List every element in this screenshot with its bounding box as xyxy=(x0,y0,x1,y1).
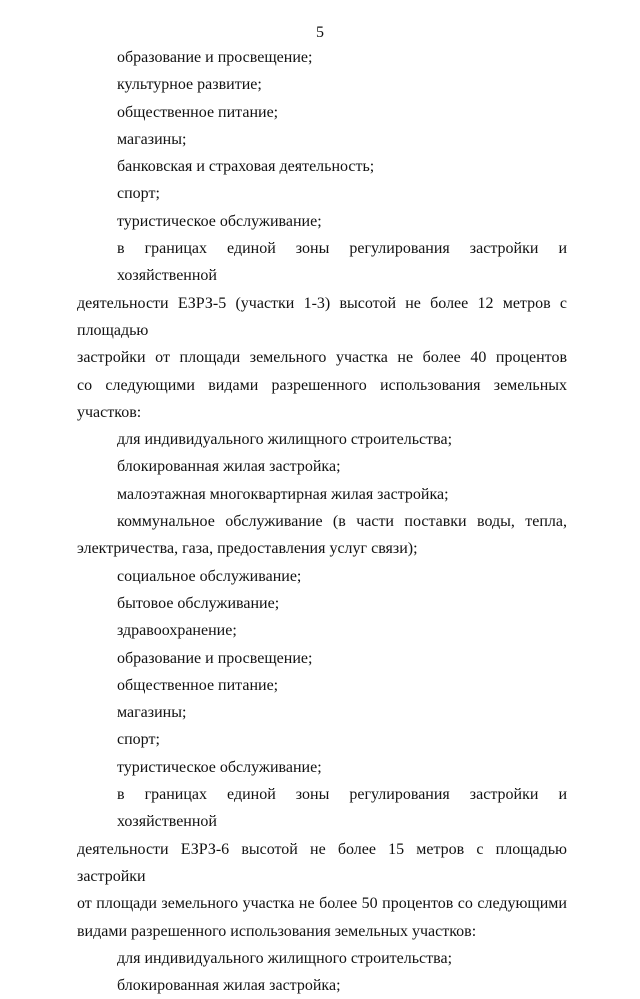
list-item: культурное развитие; xyxy=(117,76,262,94)
list-item: образование и просвещение; xyxy=(117,49,313,66)
document-body xyxy=(77,44,567,999)
paragraph-line: деятельности ЕЗРЗ-5 (участки 1-3) высотой не более 12 метров с площадью xyxy=(77,294,567,339)
paragraph-line: видами разрешенного использования земельных участков: xyxy=(77,922,477,940)
list-item: общественное питание; xyxy=(117,103,279,121)
paragraph-line: в границах единой зоны регулирования застройки и хозяйственной xyxy=(117,786,567,831)
list-item: социальное обслуживание; xyxy=(117,567,302,585)
list-item: спорт; xyxy=(117,185,160,203)
paragraph-line: коммунальное обслуживание (в части поставки воды, тепла, xyxy=(117,513,567,531)
paragraph-line: электричества, газа, предоставления услуг связи); xyxy=(77,540,418,558)
paragraph-line: в границах единой зоны регулирования застройки и хозяйственной xyxy=(117,240,567,285)
list-item: для индивидуального жилищного строительства; xyxy=(117,949,453,967)
list-item: малоэтажная многоквартирная жилая застройка; xyxy=(117,485,449,503)
list-item: спорт; xyxy=(117,731,160,749)
page-number: 5 xyxy=(316,24,324,41)
paragraph-line: от площади земельного участка не более 50 процентов со следующими xyxy=(77,895,567,913)
list-item: магазины; xyxy=(117,704,187,722)
paragraph-line: деятельности ЕЗРЗ-6 высотой не более 15 метров с площадью застройки xyxy=(77,840,567,885)
list-item: образование и просвещение; xyxy=(117,649,313,667)
paragraph-line: застройки от площади земельного участка не более 40 процентов xyxy=(77,349,567,367)
list-item: туристическое обслуживание; xyxy=(117,758,322,776)
list-item: банковская и страховая деятельность; xyxy=(117,158,375,176)
paragraph-line: со следующими видами разрешенного использования земельных участков: xyxy=(77,376,567,421)
list-item: бытовое обслуживание; xyxy=(117,594,280,612)
list-item: блокированная жилая застройка; xyxy=(117,977,341,995)
list-item: блокированная жилая застройка; xyxy=(117,458,341,476)
list-item: здравоохранение; xyxy=(117,622,237,640)
list-item: туристическое обслуживание; xyxy=(117,212,322,230)
list-item: общественное питание; xyxy=(117,676,279,694)
list-item: магазины; xyxy=(117,130,187,148)
list-item: для индивидуального жилищного строительства; xyxy=(117,431,453,449)
